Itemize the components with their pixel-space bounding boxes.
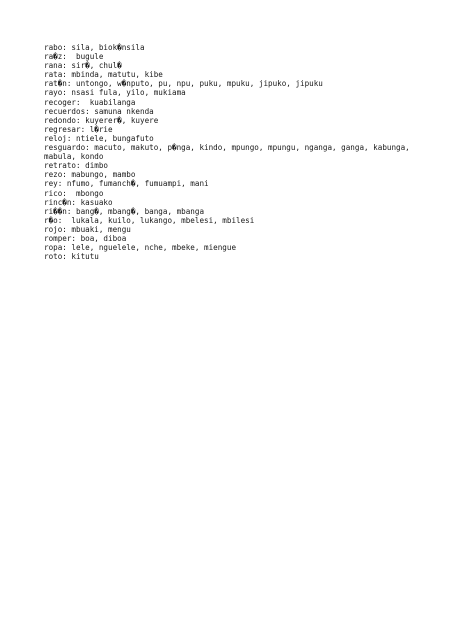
glossary-entry: rayo: nsasi fula, yilo, mukiama	[44, 88, 186, 98]
glossary-entry: rata: mbinda, matutu, kibe	[44, 70, 163, 80]
glossary-entry: r�o: lukala, kuilo, lukango, mbelesi, mbilesi	[44, 215, 255, 225]
glossary-entry: rico: mbongo	[44, 188, 104, 198]
glossary-entry: rezo: mabungo, mambo	[44, 170, 136, 180]
glossary-entry: resguardo: macuto, makuto, p�nga, kindo, mpungo, mpungu, nganga, ganga, kabunga, mabula, kondo	[44, 143, 415, 162]
glossary-entry: rana: sir�, chul�	[44, 61, 122, 71]
glossary-entry: redondo: kuyerer�, kuyere	[44, 115, 159, 125]
glossary-entry: reloj: ntiele, bungafuto	[44, 133, 154, 143]
glossary-entry: romper: boa, diboa	[44, 233, 127, 243]
glossary-entry: rat�n: untongo, w�nputo, pu, npu, puku, mpuku, jipuko, jipuku	[44, 79, 323, 89]
glossary-entry: rey: nfumo, fumanch�, fumuampi, mani	[44, 179, 209, 189]
glossary-entry: retrato: dimbo	[44, 161, 109, 171]
glossary-entry: recoger: kuabilanga	[44, 97, 136, 107]
glossary-entry: rinc�n: kasuako	[44, 197, 113, 207]
glossary-entry: rojo: mbuaki, mengu	[44, 224, 131, 234]
glossary-entry: ra�z: bugule	[44, 52, 104, 62]
glossary-list	[44, 43, 444, 261]
glossary-entry: rabo: sila, biok�nsila	[44, 43, 145, 52]
glossary-entry: recuerdos: samuna nkenda	[44, 106, 154, 116]
glossary-entry: ropa: lele, nguelele, nche, mbeke, miengue	[44, 243, 237, 253]
glossary-entry: regresar: l�rie	[44, 124, 113, 134]
glossary-entry: roto: kitutu	[44, 252, 99, 262]
glossary-entry: ri��n: bang�, mbang�, banga, mbanga	[44, 206, 205, 216]
